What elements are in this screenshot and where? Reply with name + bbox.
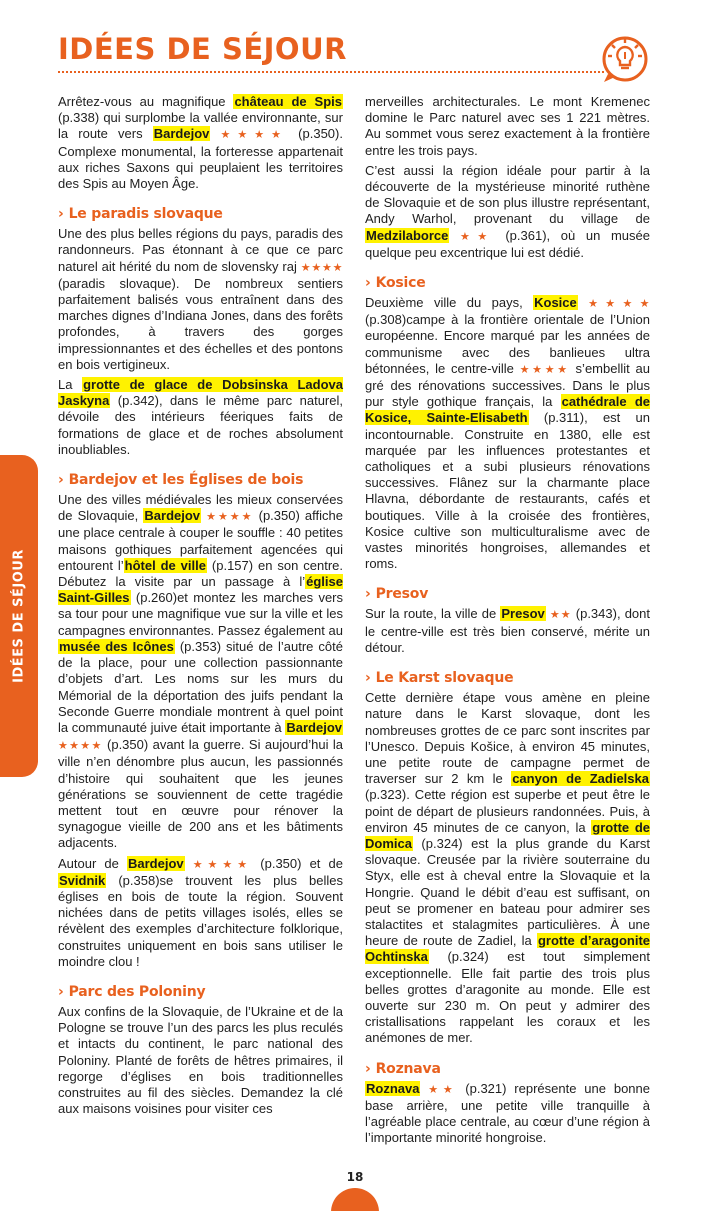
place-highlight: Bardejov [144, 508, 201, 524]
section-heading-paradis: › Le paradis slovaque [58, 206, 343, 223]
star-rating: ★★★★ [577, 298, 650, 311]
text-run: Une des plus belles régions du pays, paradis des randonneurs. Pas étonnant à ce que ce parc naturel ait hérité du nom de slovensky raj [58, 226, 343, 274]
place-highlight: Bardejov [128, 855, 184, 871]
presov-paragraph [365, 606, 650, 656]
text-run: (p.324) est tout simplement exceptionnelle. Elle fait partie des trois plus belles grottes d’aragonite au monde. Elle est ouverte sur 230 m. On peut y admirer des cristallisations rappelant les coraux et les anémones de mer. [365, 949, 650, 1046]
text-run: merveilles architecturales. Le mont Kremenec domine le Parc naturel avec ses 1 221 mètres. Au sommet vous serez exactement à la frontière entre les trois pays. [365, 94, 650, 158]
place-highlight: grotte de Domica [365, 819, 650, 851]
section-heading-karst: › Le Karst slovaque [365, 670, 650, 687]
text-run: (p.324) est la plus grande du Karst slovaque. Creusée par la rivière souterraine du Styx, elle est à cheval entre la Slovaquie et la Hongrie. Quand le débit d’eau est suffisant, on peut se promener en bateau pour admirer ses stalactites et stalagmites particulières. À une heure de route de Zadiel, la [365, 835, 650, 949]
poloniny-paragraph-2 [365, 163, 650, 261]
poloniny-paragraph-1 [58, 1004, 343, 1117]
place-highlight: grotte d’aragonite Ochtinska [365, 933, 650, 965]
text-run: (p.323). Cette région est superbe et peut être le point de départ de plusieurs randonnées. Puis, à environ 45 minutes de ce canyon, la [365, 787, 650, 835]
text-run: Arrêtez-vous au magnifique [58, 94, 234, 109]
place-highlight: hôtel de ville [124, 557, 206, 573]
text-run: La [58, 377, 83, 393]
text-run: (p.353) situé de l’autre côté de la place, pour une collection passionnante d’objets d’art. Les noms sur les murs du Mémorial de la déportation des juifs pendant la Seconde Guerre mondiale montrent à quel point la communauté juive était importante à [58, 638, 343, 735]
text-run: (p.338) qui surplombe la vallée environnante, sur la route vers [58, 110, 343, 142]
star-rating: ★★★★ [519, 363, 570, 376]
text-run: (p.361), où un musée quelque peu excentrique lui est dédié. [365, 227, 650, 260]
place-highlight: Roznava [366, 1080, 420, 1096]
text-run: Cette dernière étape vous amène en pleine nature dans le Karst slovaque, dont les nombreuses grottes de ce parc sont inscrites par l’Unesco. Depuis Košice, à environ 45 minutes, une petite route de campagne permet de traverser sur 2 km le [365, 690, 650, 787]
star-rating: ★★ [449, 230, 495, 243]
text-run: Deuxième ville du pays, [365, 295, 534, 311]
place-highlight: église Saint-Gilles [58, 574, 343, 606]
text-run: s’embellit au gré des rénovations successives. Dans le plus pur style gothique français, la [365, 360, 650, 410]
text-run: (p.321) représente une bonne base arrière, une petite ville tranquille à l’agréable place centrale, au cœur d’une région à l’importante minorité hongroise. [365, 1080, 650, 1146]
page-title: IDÉES DE SÉJOUR [58, 32, 347, 66]
text-run: (p.260)et montez les marches vers sa tour pour une magnifique vue sur la ville et les campagnes environnantes. Passez également au [58, 590, 343, 638]
left-column [58, 94, 343, 1121]
star-rating: ★★★★ [201, 511, 254, 524]
text-run: (p.311), est un incontournable. Construite en 1380, elle est marquée par les influences protestantes et catholiques et a subi plusieurs rénovations successives. Flânez sur la charmante place Hlavna, débordante de restaurants, cafés et boutiques. Ville à la croisée des frontières, Kosice cultive son multiculturalisme avec de vastes minorités hongroises, allemandes et roms. [365, 410, 650, 572]
place-highlight: canyon de Zadielska [512, 771, 649, 787]
bardejov-paragraph-2 [58, 856, 343, 970]
intro-paragraph [58, 94, 343, 192]
text-run: Aux confins de la Slovaquie, de l’Ukraine et de la Pologne se trouve l’un des parcs les plus reculés et intacts du continent, le parc national des Poloniny. Planté de forêts de hêtres primaires, il regorge d’églises en bois traditionnelles construites au fil des siècles. Demandez la clé aux maisons voisines pour visiter ces [58, 1003, 343, 1117]
text-run: (p.343), dont le centre-ville est très bien conservé, mérite un détour. [365, 606, 651, 655]
place-highlight: grotte de glace de Dobsinska Ladova Jaskyna [58, 377, 343, 409]
text-run: Une des villes médiévales les mieux conservées de Slovaquie, [58, 492, 343, 524]
text-run: (paradis slovaque). De nombreux sentiers parfaitement balisés vous entraînent dans des marches dignes d’Indiana Jones, dans des forêts profondes, à travers des gorges impressionnantes et des échelles et des pontons en bois vertigineux. [58, 275, 343, 372]
section-heading-kosice: › Kosice [365, 275, 650, 292]
poloniny-continuation [365, 94, 650, 159]
place-highlight: château de Spis [234, 94, 342, 109]
star-rating: ★★ [545, 609, 572, 622]
text-run: (p.342), dans le même parc naturel, dévoile des intérieurs féeriques faits de formations de glace et de roches absolument inoubliables. [58, 393, 343, 457]
place-highlight: Bardejov [153, 126, 210, 142]
place-highlight: Bardejov [286, 719, 342, 735]
section-heading-poloniny: › Parc des Poloniny [58, 984, 343, 1001]
place-highlight: cathédrale de Kosice, Sainte-Elisabeth [365, 394, 650, 426]
section-side-tab [0, 455, 38, 777]
text-run: Autour de [58, 855, 127, 871]
place-highlight: Medzilaborce [366, 227, 449, 243]
text-run: C’est aussi la région idéale pour partir à la découverte de la mystérieuse minorité ruthène de Slovaquie et de son plus illustre représentant, Andy Warhol, provenant du village de [365, 162, 650, 227]
paradis-paragraph-1 [58, 226, 343, 373]
text-run: Sur la route, la ville de [365, 606, 501, 622]
page-number: 18 [346, 1170, 364, 1184]
text-run: (p.358)se trouvent les plus belles églises en bois de toute la région. Souvent nichées dans de petits villages isolés, elles se révèlent des exemples d’architecture folklorique, construites uniquement en bois sans utiliser le moindre clou ! [58, 872, 343, 969]
text-run: (p.157) en son centre. Débutez la visite par un passage à l’ [58, 557, 343, 590]
place-highlight: Svidnik [59, 872, 106, 888]
lightbulb-icon [600, 34, 650, 84]
side-tab-label: IDÉES DE SÉJOUR [11, 549, 27, 683]
section-heading-bardejov: › Bardejov et les Églises de bois [58, 472, 343, 489]
star-rating: ★★★★ [300, 261, 343, 274]
right-column [365, 94, 650, 1150]
star-rating: ★★★★ [184, 858, 253, 871]
section-heading-presov: › Presov [365, 586, 650, 603]
text-run: (p.350) affiche une place centrale à couper le souffle : 40 petites maisons gothiques parfaitement agencées qui entourent l’ [58, 508, 343, 573]
paradis-paragraph-2 [58, 377, 343, 458]
text-run: (p.350) avant la guerre. Si aujourd’hui la ville n’en dénombre plus aucun, les passionnés d’histoire qui souhaitent que les jeunes générations se souviennent de cette tragédie mettent tout en œuvre pour rénover la synagogue vieille de 200 ans et les bâtiments adjacents. [58, 737, 343, 851]
roznava-paragraph [365, 1081, 650, 1147]
place-highlight: Presov [501, 606, 545, 622]
place-highlight: Kosice [534, 295, 577, 311]
page-number-tab [331, 1188, 379, 1211]
title-divider [58, 71, 604, 73]
karst-paragraph [365, 690, 650, 1046]
star-rating: ★★ [420, 1083, 458, 1096]
bardejov-paragraph-1 [58, 492, 343, 851]
star-rating: ★★★★ [58, 740, 103, 753]
kosice-paragraph [365, 295, 650, 572]
text-run: (p.308)campe à la frontière orientale de l’Union européenne. Encore marqué par les années de communisme avec des banlieues ultra bétonnées, le centre-ville [365, 312, 650, 376]
section-heading-roznava: › Roznava [365, 1061, 650, 1078]
place-highlight: musée des Icônes [59, 638, 174, 654]
star-rating: ★★★★ [210, 129, 289, 142]
text-run: (p.350). Complexe monumental, la forteresse appartenait aux riches Saxons qui peuplaient les territoires des Spis au Moyen Âge. [58, 126, 343, 192]
text-run: (p.350) et de [252, 855, 343, 871]
